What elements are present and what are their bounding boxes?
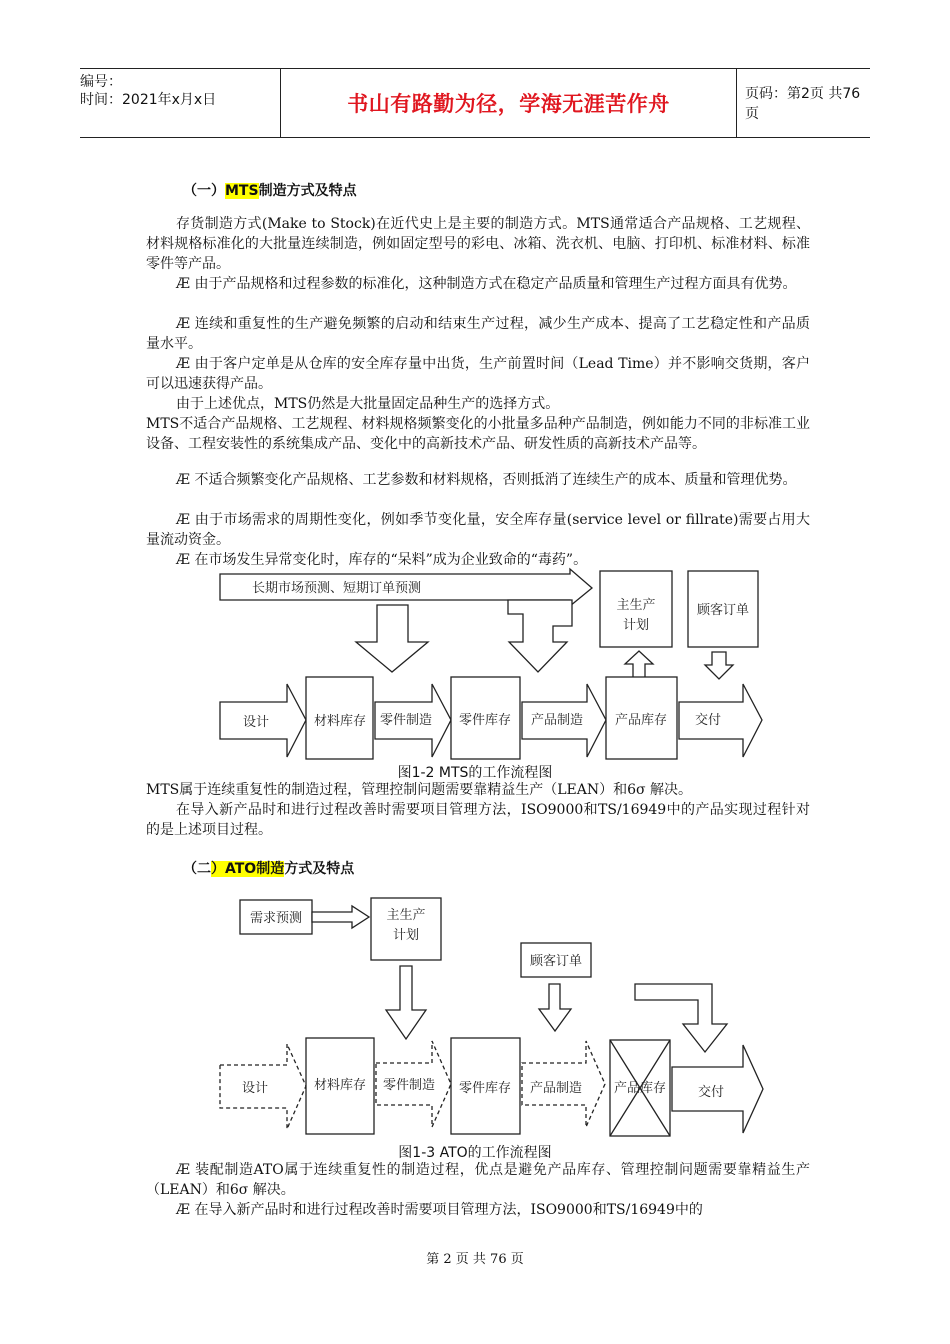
- down-arrow-1: [356, 605, 428, 672]
- down-arrow-3: [705, 652, 733, 679]
- parts-stock-label: 零件库存: [458, 713, 512, 728]
- product-mfg-label: 产品制造: [529, 1081, 583, 1096]
- design-label: 设计: [242, 715, 270, 730]
- delivery-label: 交付: [697, 1085, 725, 1100]
- date-label: 时间：2021年x月x日: [80, 92, 217, 108]
- up-arrow: [625, 651, 653, 680]
- section1-heading-code: MTS: [225, 183, 259, 199]
- mps-label-2: 计划: [392, 928, 420, 943]
- section1-heading-suffix: 制造方式及特点: [258, 183, 357, 199]
- paragraph: 存货制造方式(Make to Stock)在近代史上是主要的制造方式。MTS通常适合产品规格、工艺规程、材料规格标准化的大批量连续制造，例如固定型号的彩电、冰箱、洗衣机、电脑、打印机、标准材料、标准零件等产品。: [146, 216, 810, 272]
- material-stock-label: 材料库存: [313, 1078, 367, 1093]
- customer-order-label: 顾客订单: [529, 954, 583, 969]
- section2-heading: [183, 858, 354, 878]
- customer-order-label: 顾客订单: [696, 603, 750, 618]
- down-arrow-mps: [386, 966, 426, 1039]
- mps-label-1: 主生产: [386, 908, 426, 923]
- figure-caption: 图1-3 ATO的工作流程图: [398, 1145, 552, 1161]
- right-arrow-small: [312, 906, 369, 928]
- product-stock-label: 产品库存: [613, 1081, 667, 1096]
- parts-mfg-label: 零件制造: [379, 713, 433, 728]
- page-footer: 第 2 页 共 76 页: [426, 1252, 524, 1267]
- figure-caption: 图1-2 MTS的工作流程图: [397, 765, 553, 781]
- demand-forecast-label: 需求预测: [249, 911, 303, 926]
- bullet-paragraph: Æ 在导入新产品时和进行过程改善时需要项目管理方法，ISO9000和TS/16949中的: [176, 1202, 703, 1218]
- bullet-paragraph: Æ 由于市场需求的周期性变化，例如季节变化量，安全库存量(service level or fillrate)需要占用大量流动资金。: [146, 512, 810, 548]
- paragraph: 在导入新产品时和进行过程改善时需要项目管理方法，ISO9000和TS/16949中的产品实现过程针对的是上述项目过程。: [146, 802, 810, 838]
- delivery-label: 交付: [694, 713, 722, 728]
- bullet-paragraph: Æ 在市场发生异常变化时，库存的“呆料”成为企业致命的“毒药”。: [176, 552, 588, 568]
- section1-heading-prefix: （一）: [183, 183, 225, 199]
- header-motto: 书山有路勤为径，学海无涯苦作舟: [280, 69, 737, 137]
- header-page-info: 页码：第2页 共76页: [745, 86, 861, 122]
- section2-heading-prefix: （二: [183, 861, 211, 877]
- paragraph: MTS属于连续重复性的制造过程，管理控制问题需要靠精益生产（LEAN）和6σ 解决。: [146, 782, 693, 798]
- material-stock-label: 材料库存: [313, 714, 367, 729]
- paragraph: MTS不适合产品规格、工艺规程、材料规格频繁变化的小批量多品种产品制造，例如能力不同的非标准工业设备、工程安装性的系统集成产品、变化中的高新技术产品、研发性质的高新技术产品等。: [146, 416, 810, 452]
- forecast-label: 长期市场预测、短期订单预测: [252, 581, 422, 596]
- section2-heading-suffix: 方式及特点: [284, 861, 355, 877]
- design-label: 设计: [241, 1081, 269, 1096]
- product-mfg-label: 产品制造: [530, 713, 584, 728]
- down-arrow-order: [539, 984, 571, 1031]
- bullet-paragraph: Æ 由于产品规格和过程参数的标准化，这种制造方式在稳定产品质量和管理生产过程方面具有优势。: [176, 276, 797, 292]
- parts-mfg-label: 零件制造: [382, 1078, 436, 1093]
- product-stock-label: 产品库存: [614, 713, 668, 728]
- bullet-paragraph: Æ 由于客户定单是从仓库的安全库存量中出货，生产前置时间（Lead Time）并不影响交货期，客户可以迅速获得产品。: [146, 356, 810, 392]
- parts-stock-label: 零件库存: [458, 1081, 512, 1096]
- bent-arrow-2: [508, 600, 572, 672]
- bullet-paragraph: Æ 装配制造ATO属于连续重复性的制造过程，优点是避免产品库存、管理控制问题需要靠精益生产（LEAN）和6σ 解决。: [146, 1162, 810, 1198]
- section2-heading-code: ）ATO制造: [211, 861, 285, 877]
- paragraph: 由于上述优点，MTS仍然是大批量固定品种生产的选择方式。: [176, 396, 560, 412]
- number-label: 编号：: [80, 74, 122, 90]
- bullet-paragraph: Æ 连续和重复性的生产避免频繁的启动和结束生产过程，减少生产成本、提高了工艺稳定性和产品质量水平。: [146, 316, 810, 352]
- bullet-paragraph: Æ 不适合频繁变化产品规格、工艺参数和材料规格，否则抵消了连续生产的成本、质量和管理优势。: [176, 472, 797, 488]
- mps-label-2: 计划: [622, 618, 650, 633]
- mps-label-1: 主生产: [616, 598, 656, 613]
